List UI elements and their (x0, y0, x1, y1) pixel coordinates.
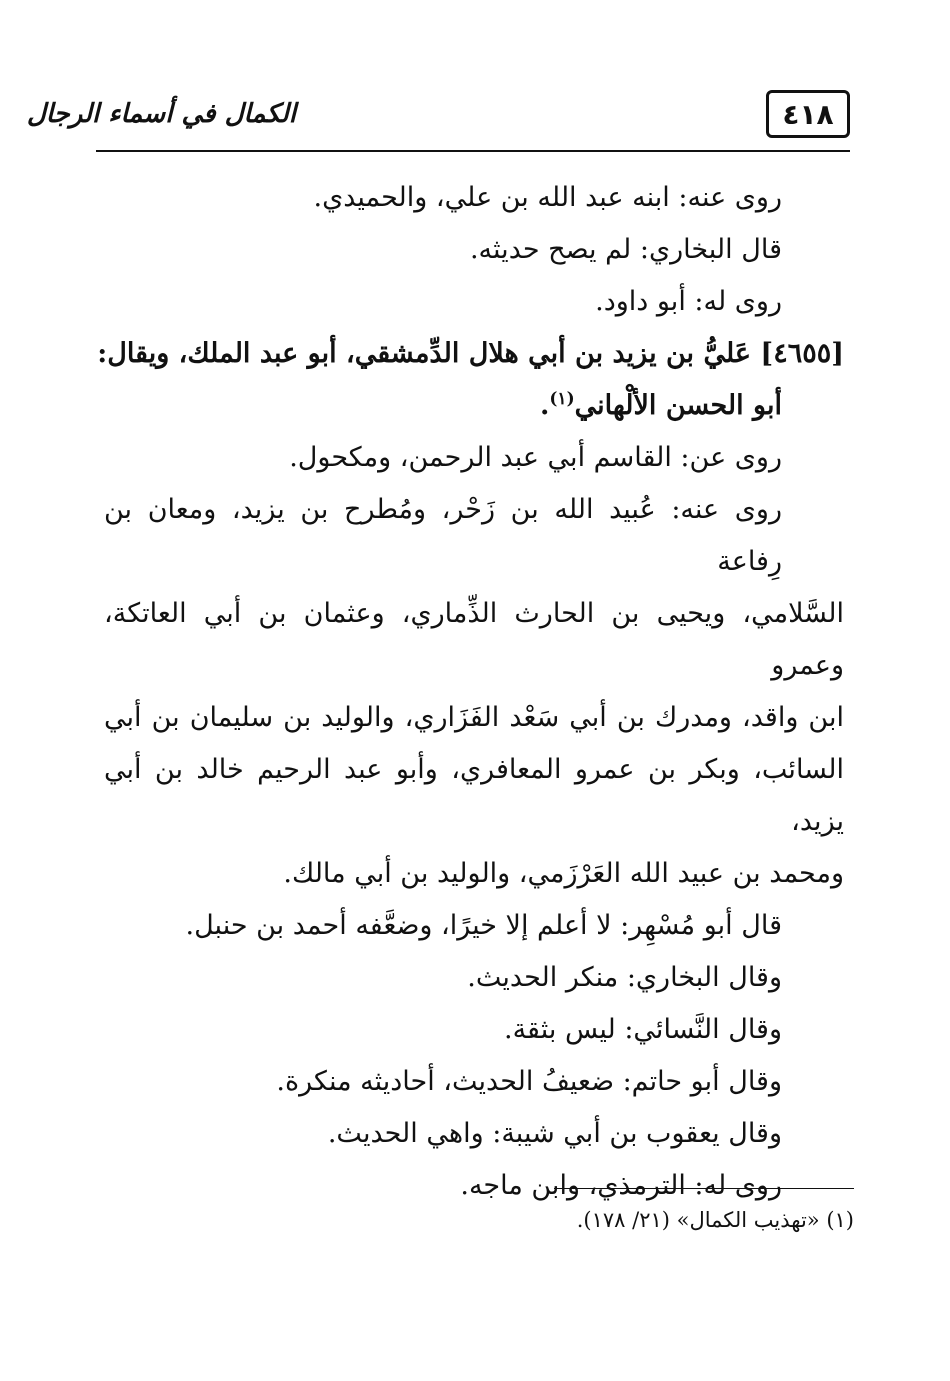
narrators-line: ومحمد بن عبيد الله العَرْزَمي، والوليد بن أبي مالك. (283, 858, 844, 889)
narrators-line: السائب، وبكر بن عمرو المعافري، وأبو عبد الرحيم خالد بن أبي يزيد، (104, 754, 844, 837)
book-title: الكمال في أسماء الرجال (26, 99, 296, 129)
text-line: روى له: أبو داود. (595, 286, 782, 317)
saying-line: وقال البخاري: منكر الحديث. (467, 962, 782, 993)
narrated-from: روى عن: القاسم أبي عبد الرحمن، ومكحول. (289, 442, 782, 473)
footnote-ref: (١) (549, 389, 575, 409)
page-header (26, 82, 850, 154)
narrators-line: ابن واقد، ومدرك بن أبي سَعْد الفَزَاري، والوليد بن سليمان بن أبي (104, 702, 844, 733)
entry-heading-cont (104, 380, 844, 432)
narrators-line: روى عنه: عُبيد الله بن زَحْر، ومُطرح بن يزيد، ومعان بن رِفاعة (104, 494, 782, 577)
footnote-divider (554, 1188, 854, 1189)
entry-title-line2: أبو الحسن الألْهاني (574, 390, 782, 421)
entry-number: [٤٦٥٥] (760, 338, 844, 369)
text-line: قال البخاري: لم يصح حديثه. (469, 234, 782, 265)
saying-line: قال أبو مُسْهِر: لا أعلم إلا خيرًا، وضعَّفه أحمد بن حنبل. (185, 910, 782, 941)
saying-line: روى له: الترمذي، وابن ماجه. (460, 1170, 782, 1201)
narrators-line: السَّلامي، ويحيى بن الحارث الذِّماري، وعثمان بن أبي العاتكة، وعمرو (104, 598, 844, 681)
footnote: (١) «تهذيب الكمال» (٢١/ ١٧٨). (576, 1208, 854, 1232)
saying-line: وقال يعقوب بن أبي شيبة: واهي الحديث. (327, 1118, 782, 1149)
page-number: ٤١٨ (766, 90, 850, 138)
entry-heading (97, 328, 844, 380)
saying-line: وقال النَّسائي: ليس بثقة. (503, 1014, 782, 1045)
main-text (97, 172, 844, 1212)
entry-title-line1: عَليُّ بن يزيد بن أبي هلال الدِّمشقي، أبو عبد الملك، ويقال: (97, 338, 752, 369)
saying-line: وقال أبو حاتم: ضعيفُ الحديث، أحاديثه منكرة. (276, 1066, 782, 1097)
entry-title-end: . (539, 390, 550, 421)
header-divider (96, 150, 850, 152)
text-line: روى عنه: ابنه عبد الله بن علي، والحميدي. (313, 182, 782, 213)
